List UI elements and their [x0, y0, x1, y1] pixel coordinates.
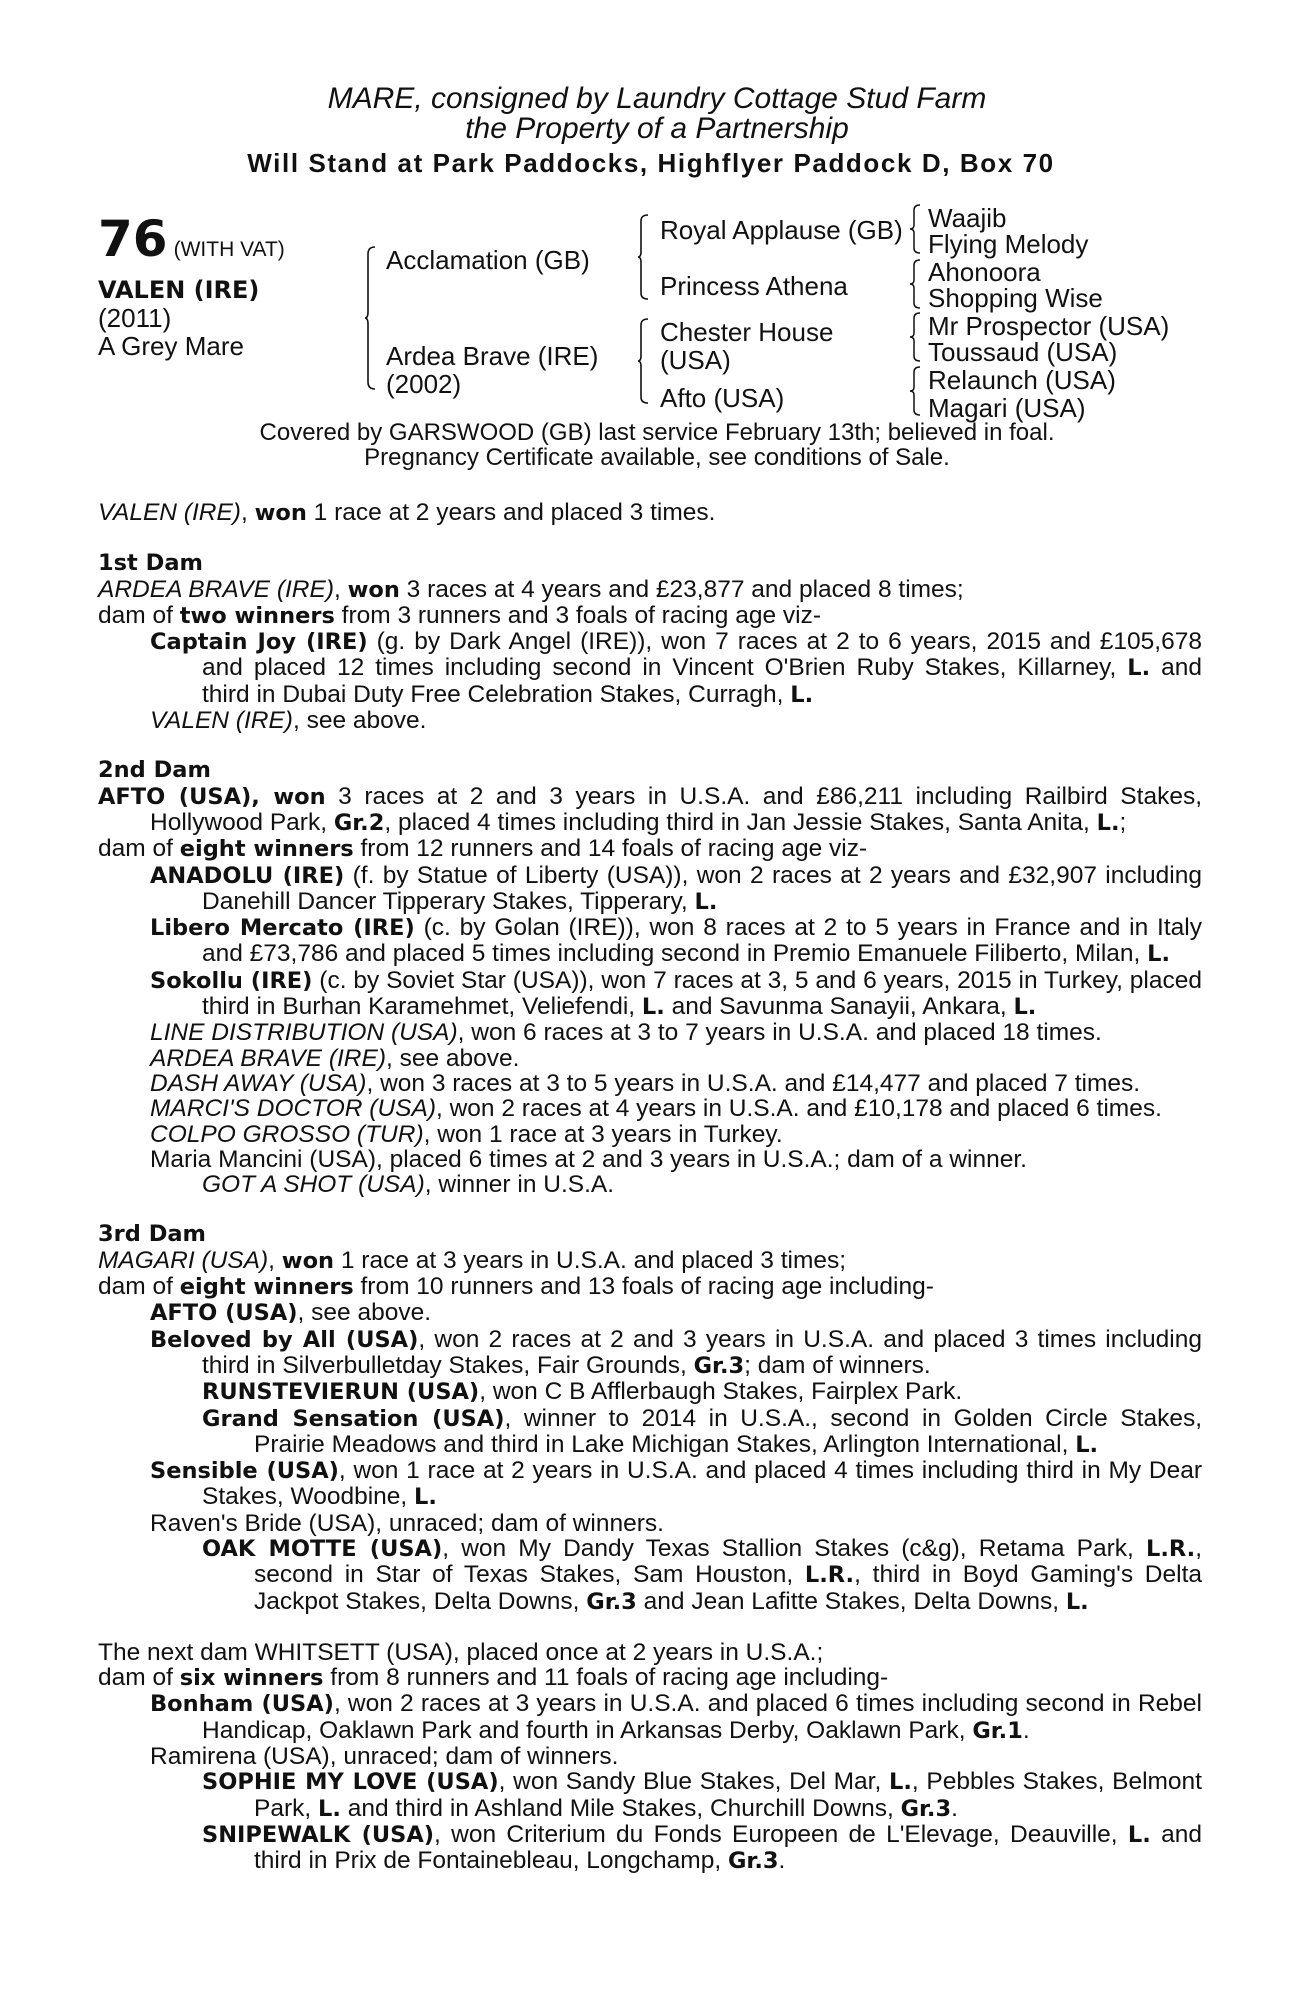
produce-entry — [150, 1071, 1202, 1096]
first-dam-won: won — [347, 576, 400, 603]
produce-text: . — [778, 1847, 786, 1875]
listed-mark: L.R. — [1146, 1535, 1196, 1562]
gg-brace-1 — [909, 204, 921, 254]
produce-suffix: from 8 runners and 11 foals of racing age including- — [323, 1664, 889, 1692]
first-dam-heading: 1st Dam — [98, 550, 203, 577]
produce-text: , won 1 race at 3 years in Turkey. — [423, 1120, 783, 1148]
produce-text: . — [951, 1794, 958, 1822]
produce-text: , won My Dandy Texas Stallion Stakes (c&g), Retama Park, — [442, 1534, 1146, 1562]
second-dam-line — [98, 784, 1202, 837]
gg-brace-4 — [909, 366, 921, 416]
produce-name: MARCI'S DOCTOR (USA) — [150, 1095, 436, 1123]
horse-description: A Grey Mare — [98, 331, 244, 361]
third-dam-rest: 1 race at 3 years in U.S.A. and placed 3 times; — [334, 1246, 847, 1274]
vat-label: (WITH VAT) — [173, 238, 285, 261]
produce-text: , won Criterium du Fonds Europeen de L'Elevage, Deauville, — [434, 1820, 1128, 1848]
produce-name: Bonham (USA) — [150, 1691, 334, 1718]
sire-dam: Princess Athena — [660, 271, 848, 301]
ggs-3: Ahonoora — [928, 257, 1041, 287]
second-dam-heading: 2nd Dam — [98, 757, 211, 784]
listed-mark: L. — [1127, 1821, 1151, 1848]
produce-prefix: dam of — [98, 835, 180, 863]
first-dam-rest: 3 races at 4 years and £23,877 and placed 8 times; — [399, 575, 964, 603]
listed-mark: L. — [1065, 1588, 1089, 1615]
second-dam-won: , won — [251, 783, 326, 810]
produce-text: (c. by Soviet Star (USA)), won 7 races at 3, 5 and 6 years, 2015 in Turkey, placed third in Burhan Karamehmet, Veliefendi, — [202, 966, 1202, 1021]
produce-name: Sensible (USA) — [150, 1458, 339, 1485]
produce-name: Beloved by All (USA) — [150, 1326, 419, 1353]
certificate-note: Pregnancy Certificate available, see conditions of Sale. — [364, 444, 950, 471]
produce-text: , won 2 races at 3 years in U.S.A. and placed 6 times including second in Rebel Handicap, Oaklawn Park and fourth in Arkansas Derby, Oaklawn Park, — [202, 1690, 1202, 1744]
produce-name: OAK MOTTE (USA) — [202, 1535, 443, 1562]
dam-sire-line1: Chester House — [660, 317, 834, 347]
listed-mark: L.R. — [804, 1562, 855, 1589]
ggs-8: Magari (USA) — [928, 393, 1086, 423]
produce-text: , Pebbles Stakes, Belmont Park, — [254, 1768, 1202, 1822]
produce-name: SNIPEWALK (USA) — [202, 1821, 435, 1848]
listed-mark: L. — [414, 1484, 437, 1511]
lot-number — [98, 210, 285, 268]
produce-winners: eight winners — [179, 836, 354, 863]
listed-mark: L. — [790, 681, 814, 708]
produce-entry — [202, 1379, 1202, 1405]
produce-text: , see above. — [385, 1044, 520, 1072]
summary-rest: 1 race at 2 years and placed 3 times. — [306, 499, 716, 526]
second-dam-name: AFTO (USA) — [98, 783, 252, 810]
group-mark: Gr.2 — [333, 809, 385, 836]
produce-name: Grand Sensation (USA) — [202, 1405, 505, 1432]
horse-name: VALEN (IRE) — [98, 276, 260, 304]
produce-name: RUNSTEVIERUN (USA) — [202, 1379, 480, 1406]
group-mark: Gr.3 — [693, 1352, 745, 1379]
produce-text: (f. by Statue of Liberty (USA)), won 2 races at 2 years and £32,907 including Danehill Dancer Tipperary Stakes, Tipperary, — [202, 861, 1202, 915]
produce-prefix: dam of — [98, 601, 180, 629]
ggs-5: Mr Prospector (USA) — [928, 311, 1170, 341]
second-dam-rest: , placed 4 times including third in Jan Jessie Stakes, Santa Anita, — [384, 808, 1097, 836]
produce-name: Captain Joy (IRE) — [150, 629, 368, 656]
second-dam-rest: 3 races at 2 and 3 years in U.S.A. and £86,211 including Railbird Stakes, Hollywood Park, — [150, 782, 1203, 836]
gg-brace-3 — [909, 312, 921, 362]
produce-text: , won Sandy Blue Stakes, Del Mar, — [498, 1768, 890, 1796]
lot-number-value: 76 — [98, 210, 168, 268]
ggs-7: Relaunch (USA) — [928, 365, 1116, 395]
pedigree-brace-dam — [637, 318, 649, 404]
produce-name: ANADOLU (IRE) — [150, 862, 345, 889]
produce-winners: eight winners — [179, 1274, 354, 1301]
third-dam-heading: 3rd Dam — [98, 1221, 206, 1248]
summary-name: VALEN (IRE) — [98, 499, 241, 526]
catalogue-body — [98, 500, 1202, 1875]
dam-year: (2002) — [386, 369, 462, 399]
second-dam-produce — [98, 836, 1202, 862]
produce-prefix: dam of — [98, 1273, 180, 1301]
produce-text: , see above. — [297, 1299, 432, 1327]
produce-text: , winner to 2014 in U.S.A., second in Golden Circle Stakes, Prairie Meadows and third in Lake Michigan Stakes, Arlington International, — [254, 1404, 1202, 1458]
location-line: Will Stand at Park Paddocks, Highflyer Paddock D, Box 70 — [247, 148, 1055, 178]
pedigree-brace-sire — [637, 214, 649, 300]
listed-mark: L. — [694, 888, 718, 915]
produce-winners: six winners — [179, 1665, 324, 1692]
group-mark: Gr.3 — [727, 1848, 779, 1875]
produce-text: and Savunma Sanayii, Ankara, — [664, 993, 1014, 1021]
dam-dam: Afto (USA) — [660, 383, 785, 413]
produce-entry: Ramirena (USA), unraced; dam of winners. — [150, 1743, 619, 1771]
race-summary: VALEN (IRE), won 1 race at 2 years and placed 3 times. — [98, 499, 716, 526]
produce-text: , third in Boyd Gaming's Delta Jackpot Stakes, Delta Downs, — [254, 1561, 1203, 1615]
third-dam-won: won — [281, 1247, 335, 1274]
produce-text: ; dam of winners. — [744, 1351, 931, 1379]
dam-sire-line2: (USA) — [660, 345, 731, 375]
produce-text: , second in Star of Texas Stakes, Sam Houston, — [254, 1534, 1202, 1589]
ggs-1: Waajib — [928, 203, 1007, 233]
gg-brace-2 — [909, 259, 921, 309]
ggs-2: Flying Melody — [928, 229, 1089, 259]
listed-mark: L. — [889, 1769, 912, 1796]
produce-entry — [202, 1769, 1202, 1822]
produce-entry — [150, 915, 1202, 968]
consignor-line: MARE, consigned by Laundry Cottage Stud Farm — [327, 82, 987, 115]
produce-entry — [202, 1536, 1202, 1615]
produce-name: ARDEA BRAVE (IRE) — [150, 1044, 386, 1072]
third-dam-name: MAGARI (USA) — [98, 1246, 269, 1274]
produce-text: , winner in U.S.A. — [424, 1171, 615, 1199]
produce-name: VALEN (IRE) — [150, 707, 293, 735]
covering-notes — [0, 420, 1314, 470]
dam: Ardea Brave (IRE) — [386, 341, 599, 371]
first-dam-line: ARDEA BRAVE (IRE), won 3 races at 4 years and £23,877 and placed 8 times; — [98, 575, 964, 603]
next-dam-line: The next dam WHITSETT (USA), placed once at 2 years in U.S.A.; — [98, 1638, 824, 1666]
produce-entry — [202, 1172, 1202, 1197]
produce-name: AFTO (USA) — [150, 1300, 298, 1327]
produce-text: , see above. — [292, 707, 427, 735]
produce-entry — [150, 1020, 1202, 1045]
listed-mark: L. — [318, 1795, 341, 1822]
third-dam-line: MAGARI (USA), won 1 race at 3 years in U.S.A. and placed 3 times; — [98, 1246, 847, 1274]
produce-name: Sokollu (IRE) — [150, 967, 313, 994]
group-mark: Gr.3 — [900, 1795, 952, 1822]
produce-entry: Raven's Bride (USA), unraced; dam of winners. — [150, 1509, 664, 1537]
second-dam-rest: ; — [1119, 808, 1127, 836]
lot-header — [0, 84, 1314, 182]
produce-prefix: dam of — [98, 1664, 180, 1692]
produce-suffix: from 10 runners and 13 foals of racing age including- — [353, 1273, 934, 1301]
group-mark: Gr.1 — [972, 1717, 1023, 1744]
ggs-6: Toussaud (USA) — [928, 337, 1118, 367]
produce-text: (c. by Golan (IRE)), won 8 races at 2 to 5 years in France and in Italy and £73,786 and placed 5 times including second in Premio Emanuele Filiberto, Milan, — [202, 914, 1202, 968]
produce-entry — [150, 1327, 1202, 1380]
produce-entry — [150, 1122, 1202, 1147]
produce-entry — [150, 708, 1202, 733]
produce-entry — [150, 1046, 1202, 1071]
covered-note: Covered by GARSWOOD (GB) last service February 13th; believed in foal. — [259, 419, 1055, 446]
produce-text: , won 2 races at 2 and 3 years in U.S.A. and placed 3 times including third in Silverbulletday Stakes, Fair Grounds, — [202, 1325, 1202, 1379]
ggs-4: Shopping Wise — [928, 283, 1103, 313]
produce-name: LINE DISTRIBUTION (USA) — [150, 1019, 458, 1047]
produce-text: , won C B Afflerbaugh Stakes, Fairplex Park. — [479, 1378, 963, 1406]
listed-mark: L. — [1075, 1431, 1099, 1458]
produce-name: DASH AWAY (USA) — [150, 1069, 367, 1097]
produce-text: and Jean Lafitte Stakes, Delta Downs, — [636, 1587, 1066, 1615]
summary-won: won — [254, 500, 307, 526]
produce-text: , won 1 race at 2 years in U.S.A. and placed 4 times including third in My Dear Stakes, Woodbine, — [202, 1457, 1202, 1511]
produce-entry — [150, 1691, 1202, 1744]
sire: Acclamation (GB) — [386, 245, 590, 275]
produce-entry — [150, 1458, 1202, 1511]
produce-entry — [202, 1406, 1202, 1459]
produce-text: , won 6 races at 3 to 7 years in U.S.A. and placed 18 times. — [457, 1019, 1102, 1047]
produce-name: SOPHIE MY LOVE (USA) — [202, 1769, 499, 1796]
third-dam-produce — [98, 1274, 1202, 1300]
produce-entry — [150, 1096, 1202, 1121]
produce-text: , won 2 races at 4 years in U.S.A. and £10,178 and placed 6 times. — [436, 1095, 1162, 1123]
listed-mark: L. — [1147, 941, 1171, 968]
produce-winners: two winners — [179, 602, 335, 629]
produce-text: , won 3 races at 3 to 5 years in U.S.A. and £14,477 and placed 7 times. — [366, 1069, 1141, 1097]
listed-mark: L. — [1096, 809, 1120, 836]
horse-year: (2011) — [98, 303, 172, 333]
first-dam-produce — [98, 603, 1202, 629]
pedigree-brace-1 — [364, 246, 376, 390]
produce-entry — [150, 629, 1202, 708]
produce-text: and third in Ashland Mile Stakes, Churchill Downs, — [340, 1794, 901, 1822]
produce-text: and third in Dubai Duty Free Celebration Stakes, Curragh, — [202, 654, 1202, 708]
produce-entry — [150, 968, 1202, 1021]
group-mark: Gr.3 — [586, 1588, 637, 1615]
produce-name: COLPO GROSSO (TUR) — [150, 1120, 424, 1148]
produce-suffix: from 12 runners and 14 foals of racing age viz- — [353, 835, 868, 863]
listed-mark: L. — [641, 994, 665, 1021]
listed-mark: L. — [1127, 655, 1151, 682]
next-dam-produce — [98, 1665, 1202, 1691]
first-dam-name: ARDEA BRAVE (IRE) — [98, 575, 334, 603]
produce-entry — [150, 863, 1202, 916]
pedigree-block — [0, 200, 1314, 440]
produce-entry — [202, 1822, 1202, 1875]
produce-suffix: from 3 runners and 3 foals of racing age viz- — [334, 601, 822, 629]
produce-name: GOT A SHOT (USA) — [202, 1171, 425, 1199]
listed-mark: L. — [1013, 994, 1037, 1021]
produce-name: Libero Mercato (IRE) — [150, 915, 415, 942]
produce-text: and third in Prix de Fontainebleau, Longchamp, — [254, 1820, 1202, 1875]
produce-entry — [150, 1300, 1202, 1326]
produce-text: . — [1022, 1716, 1030, 1744]
property-line: the Property of a Partnership — [465, 112, 849, 145]
produce-entry: Maria Mancini (USA), placed 6 times at 2 and 3 years in U.S.A.; dam of a winner. — [150, 1145, 1027, 1173]
produce-text: (g. by Dark Angel (IRE)), won 7 races at 2 to 6 years, 2015 and £105,678 and placed 12 times including second in Vincent O'Brien Ruby Stakes, Killarney, — [202, 628, 1202, 682]
sire-sire: Royal Applause (GB) — [660, 215, 903, 245]
